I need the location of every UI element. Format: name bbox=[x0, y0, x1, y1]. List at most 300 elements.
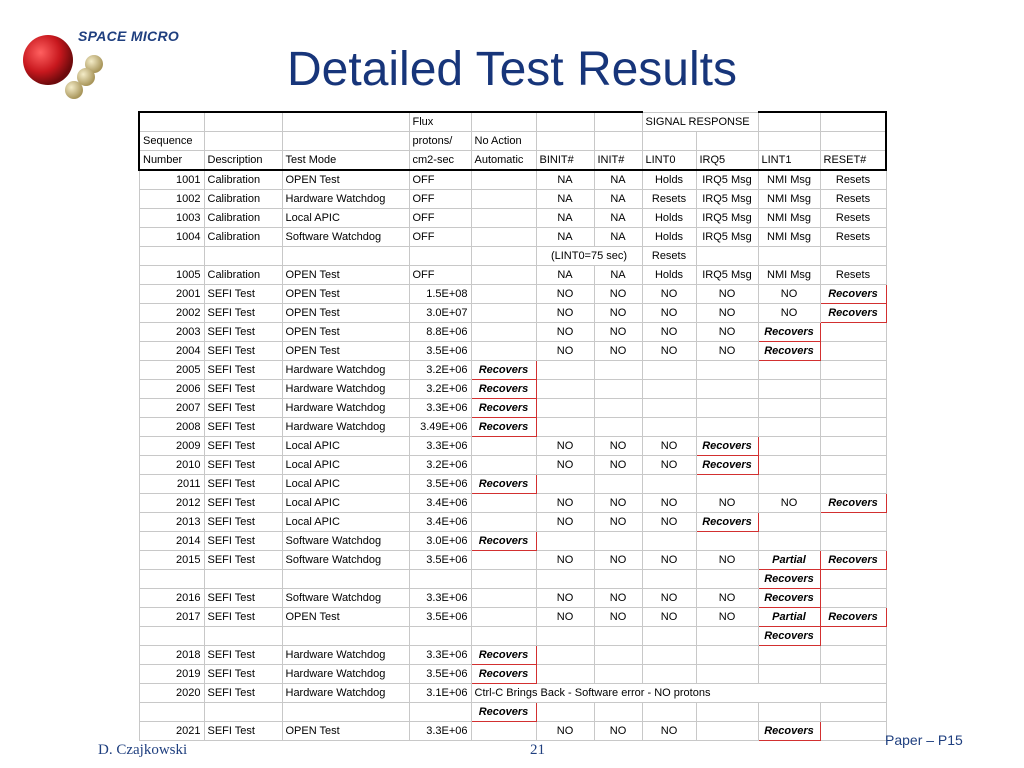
table-cell bbox=[471, 266, 536, 285]
table-row bbox=[139, 684, 886, 703]
table-row bbox=[139, 342, 886, 361]
header-cell: Flux bbox=[409, 112, 471, 132]
table-cell: NO bbox=[758, 285, 820, 304]
table-cell bbox=[820, 494, 886, 513]
table-row bbox=[139, 170, 886, 190]
results-table bbox=[138, 111, 887, 741]
table-cell: NO bbox=[696, 589, 758, 608]
table-cell bbox=[471, 627, 536, 646]
table-cell bbox=[471, 722, 536, 741]
table-cell: IRQ5 Msg bbox=[696, 266, 758, 285]
table-cell: 2010 bbox=[139, 456, 204, 475]
table-cell bbox=[758, 627, 820, 646]
table-cell: Resets bbox=[642, 247, 696, 266]
table-cell: SEFI Test bbox=[204, 608, 282, 627]
table-cell: 3.3E+06 bbox=[409, 646, 471, 665]
table-cell: 2018 bbox=[139, 646, 204, 665]
table-cell: NO bbox=[594, 456, 642, 475]
table-cell: 2001 bbox=[139, 285, 204, 304]
table-cell: NO bbox=[642, 551, 696, 570]
table-cell: NO bbox=[536, 304, 594, 323]
recovery-label: Partial bbox=[772, 554, 806, 566]
header-cell: Description bbox=[204, 151, 282, 171]
table-cell bbox=[696, 703, 758, 722]
table-cell: 2006 bbox=[139, 380, 204, 399]
table-cell: NO bbox=[536, 437, 594, 456]
recovery-label: Recovers bbox=[478, 402, 529, 414]
table-cell: OPEN Test bbox=[282, 342, 409, 361]
table-cell: Hardware Watchdog bbox=[282, 418, 409, 437]
header-row bbox=[139, 132, 886, 151]
table-cell: NO bbox=[696, 304, 758, 323]
table-cell: Hardware Watchdog bbox=[282, 361, 409, 380]
table-cell bbox=[139, 627, 204, 646]
table-cell bbox=[758, 532, 820, 551]
table-cell: OPEN Test bbox=[282, 304, 409, 323]
table-cell bbox=[471, 380, 536, 399]
table-cell bbox=[139, 247, 204, 266]
table-cell: NO bbox=[696, 323, 758, 342]
table-cell: 1.5E+08 bbox=[409, 285, 471, 304]
table-cell bbox=[758, 703, 820, 722]
recovery-label: Recovers bbox=[478, 421, 529, 433]
table-cell: SEFI Test bbox=[204, 437, 282, 456]
table-cell: NO bbox=[536, 608, 594, 627]
table-cell: NO bbox=[642, 437, 696, 456]
header-cell bbox=[139, 112, 204, 132]
footer-page-number: 21 bbox=[530, 742, 545, 758]
table-cell: 2007 bbox=[139, 399, 204, 418]
recovery-label: Recovers bbox=[478, 706, 529, 718]
table-cell bbox=[696, 627, 758, 646]
table-cell: 3.2E+06 bbox=[409, 361, 471, 380]
table-cell: 2011 bbox=[139, 475, 204, 494]
table-cell: 3.3E+06 bbox=[409, 722, 471, 741]
table-row bbox=[139, 703, 886, 722]
header-cell: LINT1 bbox=[758, 151, 820, 171]
table-cell: OPEN Test bbox=[282, 266, 409, 285]
table-cell: NO bbox=[642, 323, 696, 342]
table-row bbox=[139, 285, 886, 304]
table-cell: Local APIC bbox=[282, 437, 409, 456]
table-cell: SEFI Test bbox=[204, 722, 282, 741]
table-cell: OPEN Test bbox=[282, 722, 409, 741]
table-cell bbox=[471, 589, 536, 608]
table-cell: Resets bbox=[820, 170, 886, 190]
recovery-label: Recovers bbox=[702, 516, 752, 528]
table-cell bbox=[282, 247, 409, 266]
table-cell bbox=[471, 170, 536, 190]
recovery-label: Recovers bbox=[478, 478, 529, 490]
table-cell bbox=[820, 513, 886, 532]
table-cell bbox=[758, 418, 820, 437]
table-cell bbox=[642, 646, 696, 665]
header-cell bbox=[282, 132, 409, 151]
recovery-label: Recovers bbox=[764, 573, 814, 585]
table-cell bbox=[594, 627, 642, 646]
table-cell bbox=[758, 247, 820, 266]
table-cell bbox=[471, 437, 536, 456]
table-cell: NO bbox=[536, 456, 594, 475]
recovery-label: Recovers bbox=[828, 307, 878, 319]
table-cell: NO bbox=[594, 513, 642, 532]
table-cell bbox=[696, 418, 758, 437]
table-cell bbox=[536, 418, 594, 437]
header-cell bbox=[204, 112, 282, 132]
header-cell bbox=[594, 132, 642, 151]
table-cell: 3.3E+06 bbox=[409, 437, 471, 456]
table-cell bbox=[758, 399, 820, 418]
table-cell bbox=[282, 703, 409, 722]
header-cell: SIGNAL RESPONSE bbox=[642, 112, 758, 132]
header-cell bbox=[696, 132, 758, 151]
table-cell: 3.2E+06 bbox=[409, 380, 471, 399]
table-cell bbox=[282, 627, 409, 646]
table-cell bbox=[642, 475, 696, 494]
header-cell: protons/ bbox=[409, 132, 471, 151]
recovery-label: Recovers bbox=[764, 592, 814, 604]
table-cell: Software Watchdog bbox=[282, 228, 409, 247]
table-cell: NO bbox=[642, 342, 696, 361]
table-cell: 2016 bbox=[139, 589, 204, 608]
table-cell bbox=[758, 342, 820, 361]
table-cell: NA bbox=[594, 209, 642, 228]
table-cell: Local APIC bbox=[282, 456, 409, 475]
table-row bbox=[139, 247, 886, 266]
table-row bbox=[139, 361, 886, 380]
table-cell bbox=[696, 399, 758, 418]
table-cell bbox=[642, 665, 696, 684]
table-cell: SEFI Test bbox=[204, 304, 282, 323]
table-cell bbox=[696, 532, 758, 551]
header-cell: Sequence bbox=[139, 132, 204, 151]
table-cell: OPEN Test bbox=[282, 170, 409, 190]
table-row bbox=[139, 608, 886, 627]
table-cell: Holds bbox=[642, 170, 696, 190]
table-cell: 2009 bbox=[139, 437, 204, 456]
table-cell: 1001 bbox=[139, 170, 204, 190]
table-cell bbox=[696, 437, 758, 456]
table-cell: OFF bbox=[409, 266, 471, 285]
table-cell: NO bbox=[594, 494, 642, 513]
header-row bbox=[139, 151, 886, 171]
table-cell bbox=[642, 532, 696, 551]
table-row bbox=[139, 380, 886, 399]
table-cell: IRQ5 Msg bbox=[696, 209, 758, 228]
header-cell: RESET# bbox=[820, 151, 886, 171]
table-cell bbox=[536, 570, 594, 589]
table-cell: 3.5E+06 bbox=[409, 551, 471, 570]
table-cell bbox=[536, 380, 594, 399]
header-cell bbox=[536, 132, 594, 151]
table-cell bbox=[594, 646, 642, 665]
table-cell: 3.4E+06 bbox=[409, 494, 471, 513]
table-cell: 3.5E+06 bbox=[409, 608, 471, 627]
table-cell: NO bbox=[642, 589, 696, 608]
header-cell bbox=[204, 132, 282, 151]
table-cell: NO bbox=[696, 285, 758, 304]
table-row bbox=[139, 399, 886, 418]
table-cell bbox=[536, 703, 594, 722]
table-row bbox=[139, 665, 886, 684]
table-cell: NO bbox=[642, 513, 696, 532]
table-row bbox=[139, 513, 886, 532]
table-cell bbox=[594, 703, 642, 722]
table-cell: NO bbox=[758, 494, 820, 513]
table-cell bbox=[594, 475, 642, 494]
table-cell bbox=[594, 399, 642, 418]
table-cell bbox=[696, 665, 758, 684]
header-cell: No Action bbox=[471, 132, 536, 151]
footer-author: D. Czajkowski bbox=[98, 742, 188, 758]
table-cell bbox=[758, 570, 820, 589]
table-cell: NA bbox=[594, 170, 642, 190]
footer-reference: Paper – P15 bbox=[885, 732, 963, 748]
table-cell bbox=[820, 608, 886, 627]
table-cell: SEFI Test bbox=[204, 380, 282, 399]
table-cell bbox=[758, 589, 820, 608]
table-cell: SEFI Test bbox=[204, 418, 282, 437]
table-cell: 3.5E+06 bbox=[409, 665, 471, 684]
table-cell: Calibration bbox=[204, 266, 282, 285]
recovery-label: Partial bbox=[772, 611, 806, 623]
table-cell: 3.2E+06 bbox=[409, 456, 471, 475]
brand-name: SPACE MICRO bbox=[78, 28, 180, 44]
table-cell: SEFI Test bbox=[204, 361, 282, 380]
table-cell bbox=[282, 570, 409, 589]
table-cell bbox=[758, 722, 820, 741]
table-cell: 2015 bbox=[139, 551, 204, 570]
table-cell bbox=[820, 323, 886, 342]
table-cell bbox=[820, 722, 886, 741]
table-cell bbox=[696, 513, 758, 532]
recovery-label: Recovers bbox=[828, 497, 878, 509]
table-cell bbox=[471, 247, 536, 266]
table-cell bbox=[471, 665, 536, 684]
table-cell bbox=[820, 532, 886, 551]
table-row bbox=[139, 475, 886, 494]
header-cell bbox=[594, 112, 642, 132]
table-cell bbox=[758, 456, 820, 475]
table-cell: 3.49E+06 bbox=[409, 418, 471, 437]
table-cell: Calibration bbox=[204, 190, 282, 209]
table-cell bbox=[471, 608, 536, 627]
header-row bbox=[139, 112, 886, 132]
table-cell bbox=[820, 399, 886, 418]
table-cell bbox=[696, 646, 758, 665]
table-cell bbox=[758, 380, 820, 399]
table-cell: Calibration bbox=[204, 228, 282, 247]
table-cell bbox=[696, 456, 758, 475]
table-cell bbox=[139, 703, 204, 722]
table-cell: OPEN Test bbox=[282, 285, 409, 304]
table-row bbox=[139, 190, 886, 209]
table-cell: 3.3E+06 bbox=[409, 589, 471, 608]
table-cell bbox=[471, 551, 536, 570]
table-cell bbox=[820, 304, 886, 323]
table-cell bbox=[409, 570, 471, 589]
table-row bbox=[139, 589, 886, 608]
header-cell: BINIT# bbox=[536, 151, 594, 171]
table-cell bbox=[409, 247, 471, 266]
table-cell: Hardware Watchdog bbox=[282, 646, 409, 665]
table-cell bbox=[696, 722, 758, 741]
table-cell bbox=[471, 703, 536, 722]
table-cell: Local APIC bbox=[282, 513, 409, 532]
table-row bbox=[139, 570, 886, 589]
recovery-label: Recovers bbox=[764, 630, 814, 642]
table-cell bbox=[471, 570, 536, 589]
table-cell: NO bbox=[594, 437, 642, 456]
table-cell bbox=[471, 456, 536, 475]
table-cell bbox=[820, 475, 886, 494]
table-cell: Hardware Watchdog bbox=[282, 399, 409, 418]
table-cell bbox=[536, 627, 594, 646]
table-cell: Hardware Watchdog bbox=[282, 684, 409, 703]
table-cell bbox=[758, 646, 820, 665]
table-cell: SEFI Test bbox=[204, 342, 282, 361]
table-cell: 2008 bbox=[139, 418, 204, 437]
table-cell: SEFI Test bbox=[204, 475, 282, 494]
table-cell bbox=[204, 570, 282, 589]
table-cell bbox=[536, 665, 594, 684]
table-cell: NO bbox=[594, 323, 642, 342]
recovery-label: Recovers bbox=[478, 668, 529, 680]
table-cell bbox=[204, 247, 282, 266]
table-cell: Calibration bbox=[204, 209, 282, 228]
table-cell: Ctrl-C Brings Back - Software error - NO protons bbox=[471, 684, 886, 703]
table-cell bbox=[642, 703, 696, 722]
table-cell: Resets bbox=[820, 190, 886, 209]
header-cell bbox=[758, 132, 820, 151]
table-cell bbox=[642, 361, 696, 380]
table-cell bbox=[536, 399, 594, 418]
table-cell: NO bbox=[536, 342, 594, 361]
table-cell: NO bbox=[696, 494, 758, 513]
table-cell bbox=[758, 475, 820, 494]
table-cell bbox=[471, 399, 536, 418]
table-cell: 2017 bbox=[139, 608, 204, 627]
table-cell: 2020 bbox=[139, 684, 204, 703]
table-cell bbox=[758, 665, 820, 684]
table-cell: 2013 bbox=[139, 513, 204, 532]
table-cell: NO bbox=[594, 304, 642, 323]
table-cell: SEFI Test bbox=[204, 532, 282, 551]
table-cell bbox=[471, 475, 536, 494]
table-row bbox=[139, 228, 886, 247]
table-cell: SEFI Test bbox=[204, 646, 282, 665]
table-cell: SEFI Test bbox=[204, 494, 282, 513]
table-cell bbox=[204, 627, 282, 646]
header-cell bbox=[642, 132, 696, 151]
header-cell: cm2-sec bbox=[409, 151, 471, 171]
table-cell bbox=[820, 247, 886, 266]
table-cell: Hardware Watchdog bbox=[282, 380, 409, 399]
table-cell: NO bbox=[536, 323, 594, 342]
table-cell bbox=[471, 323, 536, 342]
recovery-label: Recovers bbox=[478, 364, 529, 376]
table-cell bbox=[594, 380, 642, 399]
table-cell bbox=[820, 285, 886, 304]
table-cell: NMI Msg bbox=[758, 266, 820, 285]
table-cell: SEFI Test bbox=[204, 589, 282, 608]
table-cell: NO bbox=[696, 342, 758, 361]
table-cell bbox=[594, 570, 642, 589]
table-cell: 2021 bbox=[139, 722, 204, 741]
table-cell bbox=[820, 551, 886, 570]
table-cell bbox=[820, 646, 886, 665]
header-cell: Test Mode bbox=[282, 151, 409, 171]
table-cell: NO bbox=[696, 551, 758, 570]
table-cell: NA bbox=[594, 266, 642, 285]
table-row bbox=[139, 646, 886, 665]
table-cell: NO bbox=[536, 494, 594, 513]
table-cell: NO bbox=[594, 589, 642, 608]
table-cell: 3.5E+06 bbox=[409, 342, 471, 361]
recovery-label: Recovers bbox=[828, 288, 878, 300]
header-cell: INIT# bbox=[594, 151, 642, 171]
table-cell: Holds bbox=[642, 209, 696, 228]
table-cell bbox=[820, 380, 886, 399]
table-cell: NO bbox=[642, 456, 696, 475]
table-cell: NO bbox=[642, 285, 696, 304]
table-cell: Calibration bbox=[204, 170, 282, 190]
table-cell bbox=[536, 532, 594, 551]
table-cell: NO bbox=[536, 589, 594, 608]
recovery-label: Recovers bbox=[478, 383, 529, 395]
table-cell bbox=[696, 361, 758, 380]
header-cell bbox=[758, 112, 820, 132]
table-row bbox=[139, 437, 886, 456]
table-cell: NA bbox=[536, 190, 594, 209]
header-cell: IRQ5 bbox=[696, 151, 758, 171]
table-cell: NO bbox=[594, 722, 642, 741]
table-cell: NO bbox=[642, 494, 696, 513]
table-cell: SEFI Test bbox=[204, 551, 282, 570]
table-cell bbox=[536, 475, 594, 494]
table-cell: IRQ5 Msg bbox=[696, 190, 758, 209]
table-cell bbox=[471, 342, 536, 361]
table-cell: 2003 bbox=[139, 323, 204, 342]
table-row bbox=[139, 551, 886, 570]
recovery-label: Recovers bbox=[828, 554, 878, 566]
header-cell: Number bbox=[139, 151, 204, 171]
table-cell: NO bbox=[536, 285, 594, 304]
table-cell: Software Watchdog bbox=[282, 532, 409, 551]
table-cell: SEFI Test bbox=[204, 456, 282, 475]
table-cell: OPEN Test bbox=[282, 608, 409, 627]
table-cell: NA bbox=[594, 228, 642, 247]
table-cell bbox=[594, 361, 642, 380]
table-cell: IRQ5 Msg bbox=[696, 170, 758, 190]
table-cell bbox=[820, 665, 886, 684]
table-cell bbox=[642, 627, 696, 646]
table-cell: NO bbox=[594, 551, 642, 570]
table-cell: Holds bbox=[642, 228, 696, 247]
table-cell: SEFI Test bbox=[204, 285, 282, 304]
table-cell bbox=[409, 703, 471, 722]
table-cell: NO bbox=[696, 608, 758, 627]
table-cell bbox=[471, 532, 536, 551]
table-cell: Hardware Watchdog bbox=[282, 665, 409, 684]
table-cell bbox=[820, 342, 886, 361]
table-cell: NO bbox=[594, 342, 642, 361]
table-cell: 3.5E+06 bbox=[409, 475, 471, 494]
table-cell: NO bbox=[594, 608, 642, 627]
table-cell: Software Watchdog bbox=[282, 589, 409, 608]
table-cell: (LINT0=75 sec) bbox=[536, 247, 642, 266]
table-cell: NMI Msg bbox=[758, 228, 820, 247]
